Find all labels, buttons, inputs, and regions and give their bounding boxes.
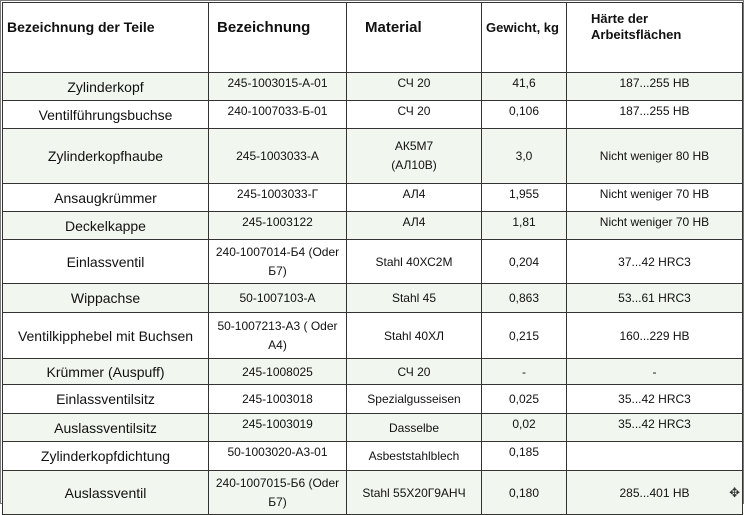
part-hardness: 187...255 НВ bbox=[567, 73, 743, 101]
part-code bbox=[209, 240, 347, 284]
part-code-line1: 50-1007213-А3 ( Oder bbox=[217, 319, 337, 333]
table-row bbox=[3, 129, 743, 184]
table-row bbox=[3, 442, 743, 471]
part-code bbox=[209, 313, 347, 359]
part-weight: 0,180 bbox=[482, 471, 567, 515]
part-material: Asbeststahlblech bbox=[347, 442, 482, 471]
header-hardness bbox=[567, 3, 743, 73]
part-hardness: Nicht weniger 70 НВ bbox=[567, 184, 743, 212]
part-weight: - bbox=[482, 359, 567, 385]
part-material: Stahl 45 bbox=[347, 284, 482, 313]
part-code-line2: Б7) bbox=[268, 495, 287, 509]
part-weight: 3,0 bbox=[482, 129, 567, 184]
part-name: Einlassventilsitz bbox=[3, 385, 209, 414]
part-name: Auslassventil bbox=[3, 471, 209, 515]
part-code: 240-1007033-Б-01 bbox=[209, 101, 347, 129]
table-row bbox=[3, 313, 743, 359]
move-handle-icon[interactable]: ✥ bbox=[729, 485, 740, 501]
header-code: Bezeichnung bbox=[209, 3, 347, 73]
part-name: Deckelkappe bbox=[3, 212, 209, 240]
part-material: СЧ 20 bbox=[347, 101, 482, 129]
part-material-line2: (АЛ10В) bbox=[391, 158, 437, 172]
part-weight: 0,185 bbox=[482, 442, 567, 471]
part-weight: 0,215 bbox=[482, 313, 567, 359]
header-row bbox=[3, 3, 743, 73]
part-hardness: Nicht weniger 80 НВ bbox=[567, 129, 743, 184]
part-material: Stahl 40ХС2М bbox=[347, 240, 482, 284]
part-hardness: Nicht weniger 70 НВ bbox=[567, 212, 743, 240]
part-weight: 41,6 bbox=[482, 73, 567, 101]
part-name: Ventilkipphebel mit Buchsen bbox=[3, 313, 209, 359]
part-weight: 0,204 bbox=[482, 240, 567, 284]
part-weight: 0,106 bbox=[482, 101, 567, 129]
part-code-line1: 240-1007015-Б6 (Oder bbox=[216, 476, 339, 490]
part-hardness bbox=[567, 442, 743, 471]
part-code-line2: А4) bbox=[268, 338, 287, 352]
table-row bbox=[3, 101, 743, 129]
header-material: Material bbox=[347, 3, 482, 73]
table-row bbox=[3, 212, 743, 240]
part-code bbox=[209, 471, 347, 515]
part-material bbox=[347, 129, 482, 184]
part-name: Zylinderkopfhaube bbox=[3, 129, 209, 184]
part-hardness: - bbox=[567, 359, 743, 385]
header-hardness-line2: Arbeitsflächen bbox=[591, 27, 681, 42]
part-code: 245-1003015-А-01 bbox=[209, 73, 347, 101]
part-code: 245-1003033-Г bbox=[209, 184, 347, 212]
part-code: 245-1003122 bbox=[209, 212, 347, 240]
part-hardness: 160...229 НВ bbox=[567, 313, 743, 359]
part-weight: 1,955 bbox=[482, 184, 567, 212]
table-row bbox=[3, 359, 743, 385]
part-name: Wippachse bbox=[3, 284, 209, 313]
table-row bbox=[3, 385, 743, 414]
header-hardness-line1: Härte der bbox=[591, 11, 648, 26]
table-row bbox=[3, 284, 743, 313]
part-name: Krümmer (Auspuff) bbox=[3, 359, 209, 385]
part-material: Stahl 40ХЛ bbox=[347, 313, 482, 359]
part-hardness: 35...42 HRC3 bbox=[567, 414, 743, 442]
part-material: СЧ 20 bbox=[347, 359, 482, 385]
part-hardness: 285...401 НВ bbox=[567, 471, 743, 515]
header-part: Bezeichnung der Teile bbox=[3, 3, 209, 73]
part-code-line1: 240-1007014-Б4 (Oder bbox=[216, 245, 339, 259]
part-material: АЛ4 bbox=[347, 212, 482, 240]
parts-table bbox=[2, 2, 743, 515]
part-code: 245-1003018 bbox=[209, 385, 347, 414]
part-material: СЧ 20 bbox=[347, 73, 482, 101]
part-name: Ventilführungsbuchse bbox=[3, 101, 209, 129]
part-code: 50-1003020-А3-01 bbox=[209, 442, 347, 471]
part-code: 245-1003019 bbox=[209, 414, 347, 442]
part-material-line1: АК5М7 bbox=[395, 139, 433, 153]
part-weight: 0,02 bbox=[482, 414, 567, 442]
part-hardness: 53...61 HRC3 bbox=[567, 284, 743, 313]
table-row bbox=[3, 73, 743, 101]
table-row bbox=[3, 240, 743, 284]
part-material: Stahl 55Х20Г9АНЧ bbox=[347, 471, 482, 515]
part-name: Ansaugkrümmer bbox=[3, 184, 209, 212]
part-name: Einlassventil bbox=[3, 240, 209, 284]
part-code: 50-1007103-А bbox=[209, 284, 347, 313]
part-hardness: 37...42 HRC3 bbox=[567, 240, 743, 284]
part-name: Zylinderkopf bbox=[3, 73, 209, 101]
table-row bbox=[3, 414, 743, 442]
part-code: 245-1008025 bbox=[209, 359, 347, 385]
part-material: Spezialgusseisen bbox=[347, 385, 482, 414]
table-row bbox=[3, 184, 743, 212]
part-name: Auslassventilsitz bbox=[3, 414, 209, 442]
part-weight: 0,025 bbox=[482, 385, 567, 414]
part-weight: 0,863 bbox=[482, 284, 567, 313]
header-weight: Gewicht, kg bbox=[482, 3, 567, 73]
part-code-line2: Б7) bbox=[268, 264, 287, 278]
part-hardness: 187...255 НВ bbox=[567, 101, 743, 129]
part-hardness: 35...42 HRC3 bbox=[567, 385, 743, 414]
part-material: Dasselbe bbox=[347, 414, 482, 442]
table-row bbox=[3, 471, 743, 515]
part-name: Zylinderkopfdichtung bbox=[3, 442, 209, 471]
part-material: АЛ4 bbox=[347, 184, 482, 212]
part-weight: 1,81 bbox=[482, 212, 567, 240]
part-code: 245-1003033-А bbox=[209, 129, 347, 184]
